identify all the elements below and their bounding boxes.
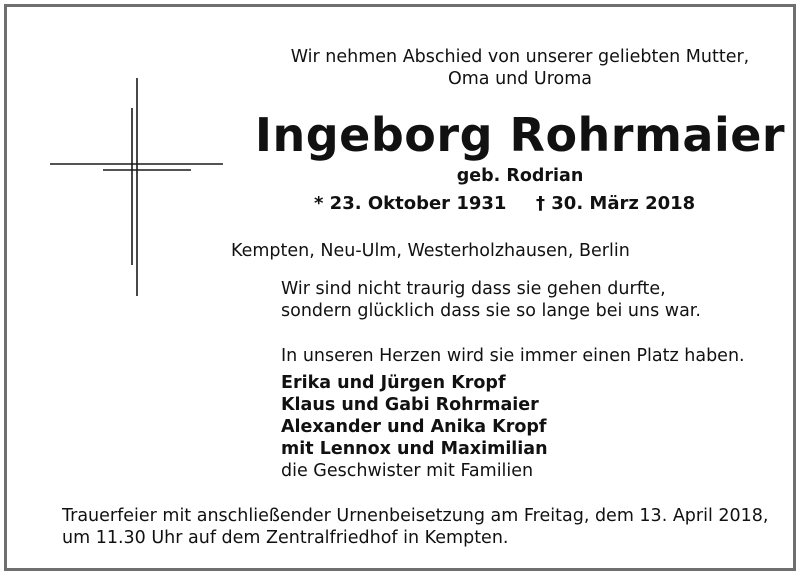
- death-date: † 30. März 2018: [536, 193, 696, 214]
- quote-line-3: In unseren Herzen wird sie immer einen Platz haben.: [281, 346, 745, 366]
- intro-line-1: Wir nehmen Abschied von unserer geliebten Mutter,: [290, 47, 750, 67]
- mourner-5: die Geschwister mit Familien: [281, 461, 534, 481]
- funeral-line-1: Trauerfeier mit anschließender Urnenbeisetzung am Freitag, dem 13. April 2018,: [62, 506, 769, 526]
- funeral-line-2: um 11.30 Uhr auf dem Zentralfriedhof in Kempten.: [62, 528, 509, 548]
- mourner-3: Alexander und Anika Kropf: [281, 417, 547, 437]
- mourner-2: Klaus und Gabi Rohrmaier: [281, 395, 539, 415]
- deceased-name: Ingeborg Rohrmaier: [254, 108, 786, 162]
- mourner-4: mit Lennox und Maximilian: [281, 439, 548, 459]
- places: Kempten, Neu-Ulm, Westerholzhausen, Berlin: [231, 241, 630, 261]
- quote-line-1: Wir sind nicht traurig dass sie gehen durfte,: [281, 279, 666, 299]
- quote-line-2: sondern glücklich dass sie so lange bei uns war.: [281, 301, 701, 321]
- intro-line-2: Oma und Uroma: [447, 69, 593, 89]
- birth-name: geb. Rodrian: [456, 166, 584, 186]
- birth-date: * 23. Oktober 1931: [314, 193, 507, 214]
- mourner-1: Erika und Jürgen Kropf: [281, 373, 506, 393]
